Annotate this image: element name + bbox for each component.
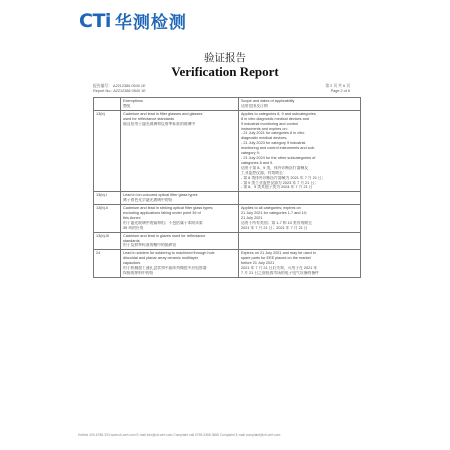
page-number-cn: 第 2 页 共 6 页 bbox=[325, 84, 350, 88]
scope-line: - 21 July 2021 for categories 8 in vitro bbox=[241, 131, 305, 136]
exemption-number: 13(b) bbox=[94, 110, 121, 192]
scope-line: 9 industrial monitoring and control bbox=[241, 121, 298, 126]
scope-line: Expires on 21 July 2021 and may be used in bbox=[241, 251, 316, 256]
logo-mark: CTi bbox=[79, 9, 111, 32]
exemption-description bbox=[121, 110, 239, 192]
scope-line: Applies to categories 8, 9 and subcategories bbox=[241, 111, 316, 116]
scope-line: - 第 8 类体外诊断医疗器械为 2021 年 7 月 21 日； bbox=[241, 175, 326, 180]
report-number-en: Report No.: A2212386 0540 1E bbox=[93, 89, 146, 93]
scope-line: Applies to all categories; expires on bbox=[241, 206, 301, 211]
header-scope-line: 适用范围及日期 bbox=[241, 103, 268, 108]
exemption-line: 用于反射率标准的釉中的镉和铅 bbox=[123, 243, 177, 248]
scope-line: 适用于所有类别；第 1-7 和 10 类有效期至 bbox=[241, 220, 312, 225]
logo-name: 华测检测 bbox=[114, 13, 187, 33]
exemption-line: capacitors bbox=[123, 261, 141, 266]
scope-line: 工业监控仪器，有效期至： bbox=[241, 170, 287, 175]
header-scope bbox=[239, 98, 361, 111]
header-exemption-line: 豁免 bbox=[123, 103, 131, 108]
scope-line: spare parts for EEE placed on the market bbox=[241, 256, 311, 261]
exemption-line: 焊接的焊料中的铅 bbox=[123, 271, 154, 275]
exemption-number: 13(b)-I bbox=[94, 192, 121, 205]
scope-line: 8 in vitro diagnostic medical devices and bbox=[241, 116, 309, 121]
scope-line: category 9; bbox=[241, 151, 260, 156]
scope-line: monitoring and control instruments and sub- bbox=[241, 146, 316, 151]
table-row bbox=[94, 110, 361, 192]
scope-line: 21 July 2021 for categories 1-7 and 10; bbox=[241, 211, 307, 216]
exemption-scope bbox=[239, 250, 361, 278]
exemptions-table bbox=[93, 97, 361, 278]
scope-line: - 21 July 2023 for category 9 industrial bbox=[241, 141, 306, 146]
header-exemption bbox=[121, 98, 239, 111]
scope-line: instruments and expires on: bbox=[241, 126, 288, 131]
exemption-line: Cadmium and lead in glazes used for reflectance bbox=[123, 233, 206, 238]
scope-line: 2021 年 7 月 21 日；2021 年 7 月 21 日 bbox=[241, 225, 308, 230]
scope-line: 2021 年 7 月 21 日后失效，可用于在 2021 年 bbox=[241, 266, 318, 271]
exemption-line: standards bbox=[123, 238, 140, 243]
header-number bbox=[94, 98, 121, 111]
scope-line: - 第 8、9 类其他子类为 2024 年 7 月 21 日 bbox=[241, 185, 313, 190]
exemption-scope bbox=[239, 232, 361, 250]
exemption-description bbox=[121, 232, 239, 250]
table-row bbox=[94, 192, 361, 205]
header-exemption-lines bbox=[123, 99, 236, 109]
page-number bbox=[325, 84, 350, 94]
exemption-line: 39 项的应用 bbox=[123, 225, 144, 230]
scope-line: 适用于第 8、9 类，体外诊断医疗器械及 bbox=[241, 165, 309, 170]
exemption-description bbox=[121, 250, 239, 278]
exemption-line: 用于机械加工通孔盘状和平面阵列陶瓷多层电容器 bbox=[123, 266, 207, 271]
header-scope-lines bbox=[241, 99, 358, 109]
exemption-line: this Annex bbox=[123, 215, 141, 220]
scope-line: 7 月 21 日之前投放市场的电子电气设备的备件 bbox=[241, 271, 319, 275]
report-number bbox=[93, 84, 146, 94]
exemption-line: 用于滤光玻璃中的镉和铅；不包括属于本附录第 bbox=[123, 220, 203, 225]
exemption-line: discoidal and planar array ceramic multilayer bbox=[123, 256, 199, 261]
report-title-cn: 验证报告 bbox=[204, 52, 246, 64]
company-logo bbox=[79, 8, 187, 33]
exemption-line: Cadmium and lead in filter glasses and glasses bbox=[123, 111, 203, 116]
scope-line: categories 8 and 9. bbox=[241, 160, 274, 165]
scope-line: before 21 July 2021 bbox=[241, 261, 275, 266]
footer-contact: Hotline 400-6788-333 www.cti-cert.com E-mail info@cti-cert.com Complaint call 0755-3368 3666 Complaint E-mail complaint@cti-cert.com bbox=[78, 433, 281, 437]
table-row bbox=[94, 250, 361, 278]
table-row bbox=[94, 232, 361, 250]
table-header-row bbox=[94, 98, 361, 111]
table-row bbox=[94, 205, 361, 233]
report-number-cn: 报告编号： A2212386 0540 1E bbox=[93, 84, 146, 88]
exemption-number: 13(b)-II bbox=[94, 205, 121, 233]
exemption-description bbox=[121, 205, 239, 233]
table-body bbox=[94, 110, 361, 277]
exemption-line: Lead in solders for soldering to machined through hole bbox=[123, 251, 215, 256]
header-exemption-line: Exemptions bbox=[123, 99, 143, 103]
exemption-line: 离子着色光学滤光玻璃中的铅 bbox=[123, 198, 173, 203]
scope-line: 21 July 2021 bbox=[241, 215, 263, 220]
page-number-en: Page 2 of 6 bbox=[330, 89, 350, 93]
exemption-scope bbox=[239, 205, 361, 233]
exemption-line: Cadmium and lead in striking optical filter glass types; bbox=[123, 206, 214, 211]
exemption-line: 镉及铅用于滤光玻璃和反射率标准的玻璃中 bbox=[123, 121, 196, 126]
exemption-line: excluding applications falling under point 39 of bbox=[123, 211, 201, 216]
exemption-line: Lead in ion coloured optical filter glass types bbox=[123, 193, 198, 198]
exemption-scope bbox=[239, 192, 361, 205]
report-title-en: Verification Report bbox=[171, 64, 279, 79]
exemption-number: 24 bbox=[94, 250, 121, 278]
exemption-scope bbox=[239, 110, 361, 192]
exemption-line: used for reflectance standards bbox=[123, 116, 175, 121]
scope-line: diagnostic medical devices; bbox=[241, 136, 288, 141]
scope-line: - 第 9 类工业监控仪器为 2023 年 7 月 21 日； bbox=[241, 180, 319, 185]
exemption-description bbox=[121, 192, 239, 205]
exemption-number: 13(b)-III bbox=[94, 232, 121, 250]
scope-line: - 21 July 2024 for the other subcategories of bbox=[241, 155, 316, 160]
header-scope-line: Scope and dates of applicability bbox=[241, 99, 295, 103]
